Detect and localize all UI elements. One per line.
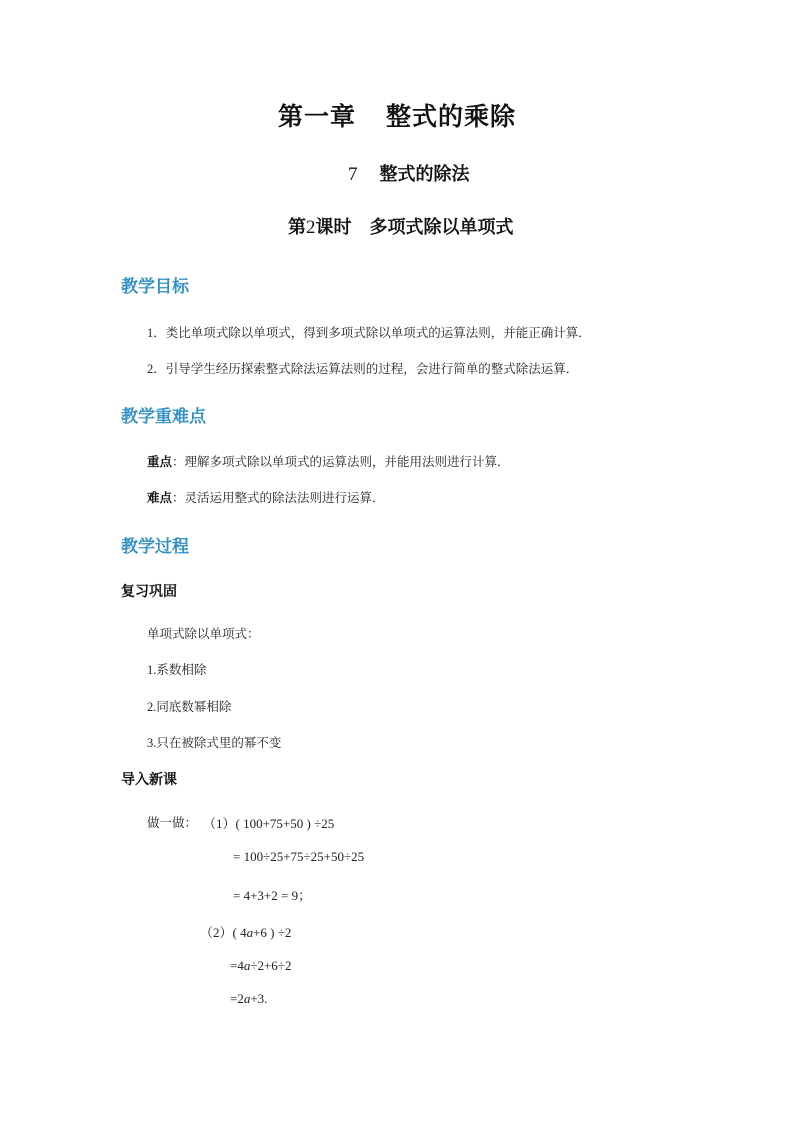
focus-point [147, 452, 510, 470]
review-item-1 [147, 660, 206, 678]
difficulty-point [147, 488, 385, 506]
review-item-3-text: 只在被除式里的幂不变 [156, 735, 282, 750]
exercise-lead: 做一做： [147, 815, 198, 830]
difficulty-label: 难点 [147, 490, 173, 505]
lesson-name: 多项式除以单项式 [369, 217, 514, 238]
difficulty-text: ：灵活运用整式的除法法则进行运算． [172, 490, 385, 505]
exercise-1-line-3: = 4+3+2 = 9； [233, 888, 312, 903]
ex2-l1-var: a [246, 925, 254, 940]
goal-item-1 [147, 323, 591, 341]
review-intro: 单项式除以单项式： [147, 626, 260, 641]
lesson-prefix: 第 [288, 217, 306, 238]
chapter-number: 第一章 [277, 102, 356, 131]
ex2-l3-a: =2 [230, 991, 244, 1006]
goal-item-2 [147, 359, 578, 377]
review-item-2-text: 同底数幂相除 [156, 699, 232, 714]
process-heading: 教学过程 [121, 537, 189, 557]
exercise-2-line-1 [200, 922, 291, 941]
chapter-name: 整式的乘除 [386, 102, 517, 131]
goal-item-1-number: 1． [147, 326, 166, 340]
review-item-1-number: 1. [147, 663, 157, 677]
section-number: 7 [348, 164, 358, 185]
ex2-l2-b: ÷2+6÷2 [250, 958, 292, 973]
section-title [348, 160, 470, 186]
ex2-l2-a: =4 [230, 958, 244, 973]
review-item-3 [147, 733, 281, 751]
focus-label: 重点 [147, 454, 173, 469]
review-item-2 [147, 697, 231, 715]
lesson-number: 2 [306, 217, 316, 238]
exercise-1-line-2: = 100÷25+75÷25+50÷25 [233, 849, 365, 864]
ex2-l2-var: a [243, 958, 251, 973]
goals-heading: 教学目标 [121, 277, 189, 297]
ex2-l1-b: +6 ) ÷2 [253, 925, 292, 940]
exercise-2-line-3 [230, 991, 267, 1007]
exercise-1-line-1: （1）( 100+75+50 ) ÷25 [203, 816, 335, 831]
review-item-3-number: 3. [147, 736, 157, 750]
ex2-l3-var: a [243, 991, 251, 1006]
ex2-l1-a: （2）( 4 [200, 925, 247, 940]
lesson-suffix: 课时 [315, 217, 352, 238]
goal-item-2-number: 2． [147, 362, 166, 376]
key-points-heading: 教学重难点 [121, 407, 206, 427]
goal-item-1-text: 类比单项式除以单项式，得到多项式除以单项式的运算法则，并能正确计算． [165, 325, 591, 340]
review-heading: 复习巩固 [121, 584, 177, 600]
goal-item-2-text: 引导学生经历探索整式除法运算法则的过程，会进行简单的整式除法运算． [165, 361, 579, 376]
exercise-2-line-2 [230, 958, 291, 974]
review-item-1-text: 系数相除 [156, 662, 207, 677]
lesson-title [288, 213, 514, 239]
chapter-title [0, 97, 794, 133]
ex2-l3-b: +3. [250, 991, 268, 1006]
intro-new-heading: 导入新课 [121, 772, 177, 788]
review-item-2-number: 2. [147, 700, 157, 714]
section-name: 整式的除法 [379, 164, 470, 185]
focus-text: ：理解多项式除以单项式的运算法则，并能用法则进行计算． [172, 454, 510, 469]
